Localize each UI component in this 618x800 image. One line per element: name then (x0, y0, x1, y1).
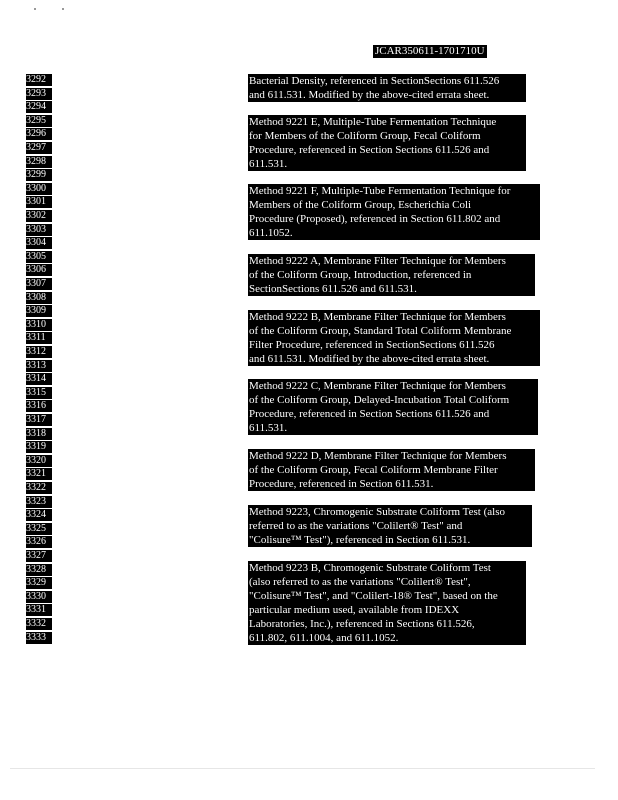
text-line: of the Coliform Group, Introduction, referenced in (249, 269, 472, 281)
line-number: 3328 (26, 564, 52, 576)
text-line: SectionSections 611.526 and 611.531. (249, 283, 417, 295)
text-line: 611.531. (249, 422, 288, 434)
line-number: 3298 (26, 156, 52, 168)
text-block-8 (248, 505, 532, 547)
line-number: 3312 (26, 346, 52, 358)
text-block-7 (248, 449, 535, 491)
text-line: for Members of the Coliform Group, Fecal Coliform (249, 130, 481, 142)
text-line: of the Coliform Group, Fecal Coliform Membrane Filter (249, 464, 498, 476)
text-line: Procedure, referenced in Section Sections 611.526 and (249, 144, 490, 156)
text-line: Laboratories, Inc.), referenced in Sections 611.526, (249, 618, 475, 630)
text-line: Members of the Coliform Group, Escherichia Coli (249, 199, 472, 211)
line-number: 3333 (26, 632, 52, 644)
text-block-1 (248, 74, 526, 102)
text-block-5 (248, 310, 540, 366)
text-line: referred to as the variations "Colilert® Test" and (249, 520, 463, 532)
text-line: Method 9221 E, Multiple-Tube Fermentation Technique (249, 116, 497, 128)
text-line: and 611.531. Modified by the above-cited errata sheet. (249, 353, 490, 365)
line-number: 3329 (26, 577, 52, 589)
text-line: Method 9222 D, Membrane Filter Technique for Members (249, 450, 507, 462)
line-number: 3330 (26, 591, 52, 603)
line-number: 3315 (26, 387, 52, 399)
line-number: 3326 (26, 536, 52, 548)
line-number: 3313 (26, 360, 52, 372)
line-number: 3299 (26, 169, 52, 181)
text-line: Method 9222 B, Membrane Filter Technique for Members (249, 311, 506, 323)
text-block-4 (248, 254, 535, 296)
line-number: 3304 (26, 237, 52, 249)
text-line: Method 9221 F, Multiple-Tube Fermentation Technique for (249, 185, 511, 197)
text-line: Filter Procedure, referenced in SectionSections 611.526 (249, 339, 495, 351)
scan-mark (34, 8, 36, 10)
text-line: Method 9223, Chromogenic Substrate Coliform Test (also (249, 506, 505, 518)
text-line: Method 9223 B, Chromogenic Substrate Coliform Test (249, 562, 491, 574)
line-number: 3295 (26, 115, 52, 127)
line-number: 3311 (26, 332, 52, 344)
line-number: 3324 (26, 509, 52, 521)
line-number: 3323 (26, 496, 52, 508)
text-line: particular medium used, available from IDEXX (249, 604, 460, 616)
text-line: 611.802, 611.1004, and 611.1052. (249, 632, 399, 644)
text-line: Bacterial Density, referenced in SectionSections 611.526 (249, 75, 500, 87)
line-number: 3296 (26, 128, 52, 140)
line-number: 3322 (26, 482, 52, 494)
line-number: 3303 (26, 224, 52, 236)
line-number: 3316 (26, 400, 52, 412)
page-bottom-rule (10, 768, 595, 769)
line-number: 3325 (26, 523, 52, 535)
line-number: 3317 (26, 414, 52, 426)
text-line: and 611.531. Modified by the above-cited errata sheet. (249, 89, 490, 101)
text-line: Procedure, referenced in Section 611.531. (249, 478, 434, 490)
text-line: Procedure (Proposed), referenced in Section 611.802 and (249, 213, 501, 225)
line-number: 3300 (26, 183, 52, 195)
line-number: 3314 (26, 373, 52, 385)
line-number: 3297 (26, 142, 52, 154)
text-line: Method 9222 A, Membrane Filter Technique for Members (249, 255, 506, 267)
text-block-9 (248, 561, 526, 645)
scan-mark (62, 8, 64, 10)
text-line: "Colisure™ Test", and "Colilert-18® Test", based on the (249, 590, 498, 602)
line-number: 3302 (26, 210, 52, 222)
line-number: 3310 (26, 319, 52, 331)
text-block-2 (248, 115, 526, 171)
text-line: 611.1052. (249, 227, 293, 239)
line-number: 3294 (26, 101, 52, 113)
text-line: (also referred to as the variations "Colilert® Test", (249, 576, 471, 588)
line-number: 3307 (26, 278, 52, 290)
text-line: Procedure, referenced in Section Sections 611.526 and (249, 408, 490, 420)
line-number: 3327 (26, 550, 52, 562)
line-number: 3331 (26, 604, 52, 616)
line-number: 3306 (26, 264, 52, 276)
line-number: 3292 (26, 74, 52, 86)
line-number: 3320 (26, 455, 52, 467)
text-block-6 (248, 379, 538, 435)
line-number: 3318 (26, 428, 52, 440)
text-line: of the Coliform Group, Standard Total Coliform Membrane (249, 325, 512, 337)
text-line: Method 9222 C, Membrane Filter Technique for Members (249, 380, 506, 392)
line-number: 3332 (26, 618, 52, 630)
line-number: 3305 (26, 251, 52, 263)
text-line: "Colisure™ Test"), referenced in Section 611.531. (249, 534, 471, 546)
line-number: 3321 (26, 468, 52, 480)
text-line: 611.531. (249, 158, 288, 170)
line-number: 3308 (26, 292, 52, 304)
text-line: of the Coliform Group, Delayed-Incubation Total Coliform (249, 394, 510, 406)
line-number: 3301 (26, 196, 52, 208)
text-block-3 (248, 184, 540, 240)
document-header: JCAR350611-1701710U (375, 45, 485, 57)
line-number: 3293 (26, 88, 52, 100)
line-number: 3319 (26, 441, 52, 453)
line-number: 3309 (26, 305, 52, 317)
